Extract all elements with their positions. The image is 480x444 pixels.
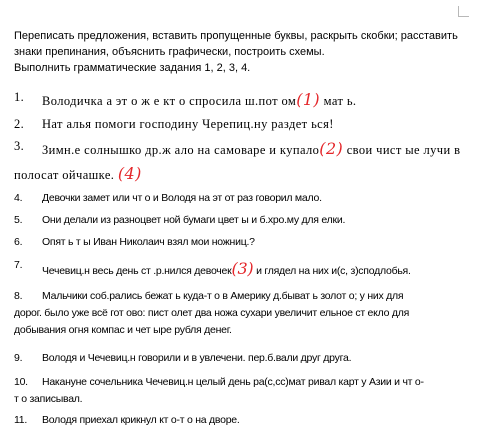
sentence-text-continued: т о записывал.: [14, 393, 83, 405]
sentence-text-tail: мат ь.: [323, 94, 357, 108]
sentence-10: [14, 374, 470, 408]
sentence-9: [14, 352, 470, 364]
sentence-5: [14, 214, 470, 226]
sentence-1: [14, 90, 470, 109]
sentence-2: [14, 117, 470, 132]
sentence-number: 6.: [14, 236, 23, 248]
handwritten-mark: (4): [117, 164, 142, 183]
sentence-text: Мальчики соб.рались бежат ь куда-т о в Америку д.быват ь золот о; у них для: [42, 290, 404, 302]
handwritten-mark: (2): [319, 139, 344, 158]
sentence-text: Володя и Чечевиц.н говорили и в увлечени. пер.б.вали друг друга.: [42, 352, 352, 364]
sentence-text-tail: и глядел на них и(с, з)сподлобья.: [256, 265, 411, 277]
sentence-number: 10.: [14, 376, 28, 388]
sentence-text-continued: добывания огня компас и чет ыре рубля денег.: [14, 324, 232, 336]
sentence-number: 1.: [14, 90, 25, 104]
sentence-text: Чечевиц.н весь день ст .р.нился девочек: [42, 265, 232, 277]
handwritten-mark: (1): [296, 90, 321, 109]
sentence-number: 7.: [14, 259, 23, 271]
instructions-line-1: Переписать предложения, вставить пропущенные буквы, раскрыть скобки; расставить: [14, 30, 458, 42]
handwritten-mark: (3): [231, 259, 254, 278]
sentence-number: 5.: [14, 214, 23, 226]
sentence-number: 8.: [14, 290, 23, 302]
sentence-text-continued: полосат ойчашке.: [14, 168, 115, 182]
sentence-text: Володичка а эт о ж е кт о спросила ш.пот ом: [42, 94, 297, 108]
sentence-text: Опят ь т ы Иван Николаич взял мои ножниц.?: [42, 236, 255, 248]
sentence-number: 11.: [14, 414, 28, 426]
sentence-number: 2.: [14, 117, 25, 131]
sentence-8: [14, 288, 470, 339]
instructions-line-3: Выполнить грамматические задания 1, 2, 3, 4.: [14, 62, 251, 74]
sentence-number: 9.: [14, 352, 23, 364]
sentence-7: [14, 259, 470, 278]
sentence-text: Володя приехал крикнул кт о-т о на дворе.: [42, 414, 240, 426]
sentence-3: [14, 139, 470, 183]
sentence-text: Они делали из разноцвет ной бумаги цвет ы и б.хро.му для елки.: [42, 214, 346, 226]
sentence-text-continued: дорог. было уже всё гот ово: пист олет два ножа сухари увеличит ельное ст екло для: [14, 307, 410, 319]
sentence-11: [14, 414, 470, 426]
sentence-text: Накануне сочельника Чечевиц.н целый день ра(с,сс)мат ривал карт у Азии и чт о-: [42, 376, 424, 388]
sentence-4: [14, 192, 470, 204]
sentence-text-tail: свои чист ые лучи в: [346, 143, 461, 157]
sentence-number: 4.: [14, 192, 23, 204]
page-corner-mark: [458, 6, 469, 17]
sentence-text: Зимн.е солнышко др.ж ало на самоваре и купало: [42, 143, 320, 157]
assignment-instructions: [14, 28, 470, 76]
sentence-number: 3.: [14, 139, 25, 153]
instructions-line-2: знаки препинания, объяснить графически, построить схемы.: [14, 46, 325, 58]
sentence-text: Нат алья помоги господину Черепиц.ну раздет ься!: [42, 117, 334, 131]
sentence-text: Девочки замет или чт о и Володя на эт от раз говорил мало.: [42, 192, 322, 204]
sentence-6: [14, 236, 470, 248]
